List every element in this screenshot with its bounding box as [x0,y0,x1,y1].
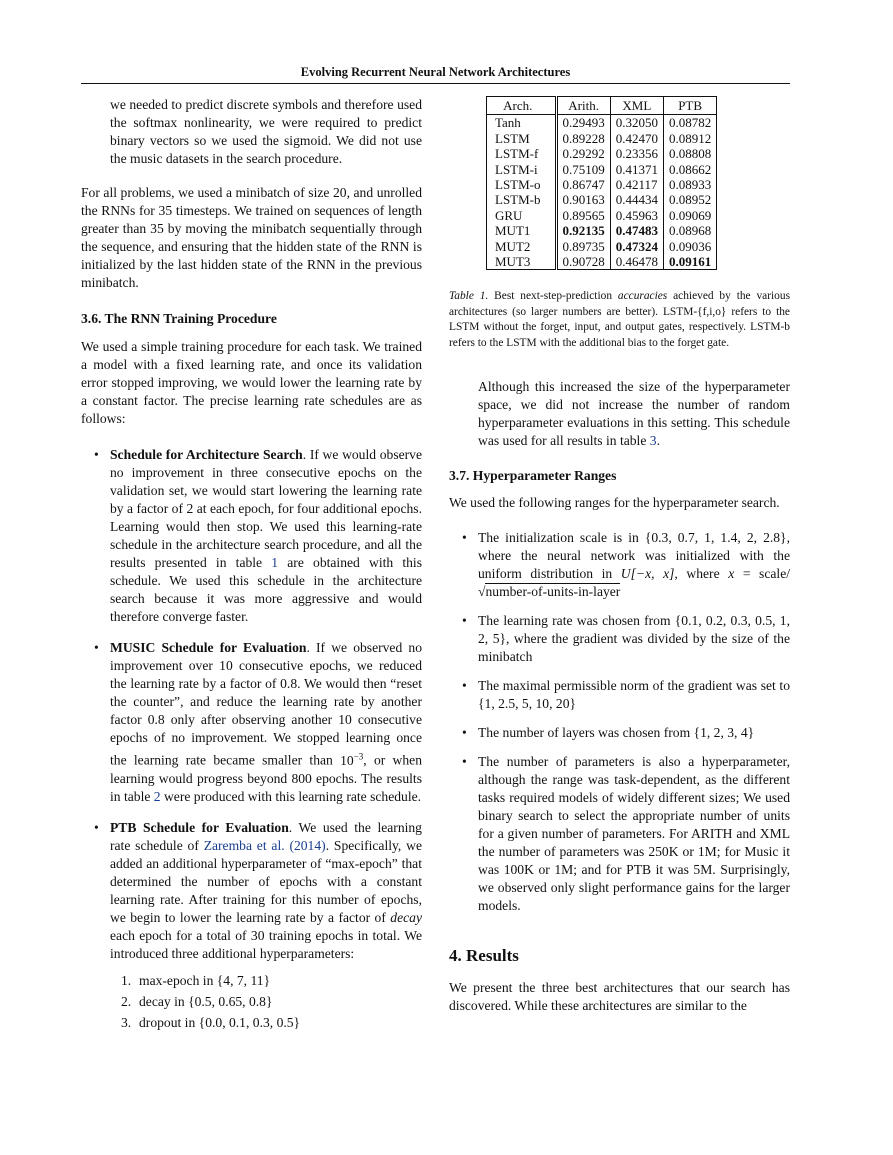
table-cell: 0.47324 [610,239,663,254]
table-cell: 0.08952 [664,192,717,207]
arch-name-cell: MUT1 [487,223,557,238]
list-item: • PTB Schedule for Evaluation. We used the learning rate schedule of Zaremba et al. (2014). Specifically, we added an additional hyperparameter of “max-epoch” that determined the number of epochs with a constant learning rate. After training for this number of epochs, we begin to lower the learning rate by a factor of decay each epoch for a total of 30 training epochs in total. We introduced three additional hyperparameters: [94,819,422,961]
left-column [81,96,422,1032]
table-row [487,131,717,146]
section-heading-3-6: 3.6. The RNN Training Procedure [81,311,277,326]
arch-name-cell: LSTM-b [487,192,557,207]
table-row [487,177,717,192]
math: U[−x, x] [620,566,675,582]
list-item: • MUSIC Schedule for Evaluation. If we observed no improvement over 10 consecutive epochs, we reduced the learning rate by a factor of 0.8. We would then “reset the counter”, and reduce the learning rate by another factor 0.8 only after observing another 10 consecutive epochs of no improvement. We stopped learning once the learning rate became smaller than $10^{-3}$, or when learning would progress beyond 800 epochs. The results in table 2 were produced with this learning rate schedule. [94,640,423,804]
list-item: • The maximal permissible norm of the gradient was set to {1, 2.5, 5, 10, 20} [462,678,790,712]
table-cell: 0.29292 [556,146,610,161]
arch-name-cell: Tanh [487,115,557,131]
table-ref-link[interactable]: 1 [271,555,279,570]
table-cell: 0.41371 [610,162,663,177]
table-cell: 0.08933 [664,177,717,192]
schedule-list [81,446,422,963]
table-header-cell: Arch. [487,97,557,115]
list-item: 2. decay in {0.5, 0.65, 0.8} [121,993,273,1009]
bullet-icon: • [462,530,467,546]
list-item: • Schedule for Architecture Search. If we would observe no improvement in three consecutive epochs on the validation set, we would start lowering the learning rate by a factor of 2 at each epoch, for four additional epochs. Learning would then stop. We used this learning-rate schedule in the architecture search procedure, and all the results presented in table 1 are obtained with this schedule. We used this schedule in the architecture search because it was more aggressive and would therefore converge faster. [94,447,422,624]
table-row [487,146,717,161]
math: {4, 7, 11} [216,972,271,988]
table-cell: 0.09036 [664,239,717,254]
table-cell: 0.44434 [610,192,663,207]
table-cell: 0.23356 [610,146,663,161]
math: decay [390,909,422,925]
table-cell: 0.09069 [664,208,717,223]
table-cell: 0.86747 [556,177,610,192]
ranges-list [449,529,790,915]
header-rule [81,83,790,84]
running-head: Evolving Recurrent Neural Network Architectures [300,65,571,79]
table-header-cell: XML [610,97,663,115]
arch-name-cell: MUT2 [487,239,557,254]
table-header-row [487,97,717,115]
list-item: 3. dropout in {0.0, 0.1, 0.3, 0.5} [121,1014,301,1030]
table-cell: 0.42470 [610,131,663,146]
arch-name-cell: MUT3 [487,254,557,270]
schedule-title: MUSIC Schedule for Evaluation [110,640,307,655]
table-cell: 0.46478 [610,254,663,270]
table-cell: 0.08912 [664,131,717,146]
table-cell: 0.09161 [664,254,717,270]
bullet-icon: • [462,754,467,770]
math: {0.0, 0.1, 0.3, 0.5} [198,1014,301,1030]
table-cell: 0.42117 [610,177,663,192]
table-cell: 0.90728 [556,254,610,270]
table-header-cell: Arith. [556,97,610,115]
bullet-icon: • [94,640,99,655]
table-cell: 0.08662 [664,162,717,177]
arch-name-cell: LSTM-f [487,146,557,161]
table-cell: 0.45963 [610,208,663,223]
table-cell: 0.32050 [610,115,663,131]
table-cell: 0.75109 [556,162,610,177]
list-item: • The number of layers was chosen from {1, 2, 3, 4} [462,725,755,741]
table-row [487,254,717,270]
table-cell: 0.08968 [664,223,717,238]
bullet-icon: • [462,725,467,741]
table-row [487,162,717,177]
math: {1, 2.5, 5, 10, 20} [478,696,577,712]
list-item: • The learning rate was chosen from {0.1, 0.2, 0.3, 0.5, 1, 2, 5}, where the gradient was divided by the size of the minibatch [462,613,790,665]
schedule-title: PTB Schedule for Evaluation [110,819,289,835]
table-cell: 0.89735 [556,239,610,254]
math: {1, 2, 3, 4} [693,725,755,741]
bullet-continuation: we needed to predict discrete symbols and therefore used the softmax nonlinearity, we were required to predict binary vectors so we used the sigmoid. We did not use the music datasets in the search procedure. [110,97,422,166]
table-cell: 0.89228 [556,131,610,146]
hyperparameter-numbered-list [81,972,422,1032]
bullet-icon: • [94,447,99,462]
arch-name-cell: LSTM [487,131,557,146]
table-cell: 0.47483 [610,223,663,238]
arch-name-cell: LSTM-o [487,177,557,192]
list-item: • The number of parameters is also a hyperparameter, although the range was task-dependent, as the different tasks required models of widely different sizes; We used binary search to select the appropriate number of units for a given number of parameters. For ARITH and XML the number of parameters was 250K or 1M; for Music it was 100K or 1M; and for PTB it was 5M. Surprisingly, we observed only slight performance gains for the larger models. [462,754,790,914]
list-item: 1. max-epoch in {4, 7, 11} [121,972,271,988]
table-row [487,192,717,207]
table-cell: 0.29493 [556,115,610,131]
table-cell: 0.90163 [556,192,610,207]
arch-name-cell: LSTM-i [487,162,557,177]
table-row [487,223,717,238]
schedule-title: Schedule for Architecture Search [110,447,303,462]
training-procedure-paragraph: We used a simple training procedure for each task. We trained a model with a fixed learning rate, and once its validation error stopped improving, we would lower the learning rate by a constant factor. The precise learning rate schedules are as follows: [81,339,422,426]
right-column [449,96,790,1015]
table-ref-link[interactable]: 3 [649,433,657,449]
schedule-continuation: Although this increased the size of the hyperparameter space, we did not increase the number of random hyperparameter evaluations in this setting. This schedule was used for all results in table 3. [478,379,790,449]
table-ref-link[interactable]: 2 [153,788,161,804]
math: {0.5, 0.65, 0.8} [188,993,273,1009]
table-cell: 0.92135 [556,223,610,238]
table-cell: 0.08808 [664,146,717,161]
section-heading-3-7: 3.7. Hyperparameter Ranges [449,468,617,484]
hyperparameter-ranges-paragraph: We used the following ranges for the hyperparameter search. [449,495,780,511]
table-cell: 0.89565 [556,208,610,223]
section-heading-4-results: 4. Results [449,946,519,966]
math: {0.3, 0.7, 1, 1.4, 2, 2.8} [644,530,787,546]
math: {0.1, 0.2, 0.3, 0.5, 1, 2, 5} [478,613,790,647]
table-row [487,208,717,223]
results-table [486,96,717,270]
minibatch-paragraph: For all problems, we used a minibatch of size 20, and unrolled the RNNs for 35 timesteps. We trained on sequences of length greater than 35 by moving the minibatch sequentially through the sequence, and ensuring that the hidden state of the RNN is initialized by the last hidden state of the RNN in the previous minibatch. [81,185,422,290]
table-row [487,239,717,254]
list-item: • The initialization scale is in {0.3, 0.7, 1, 1.4, 2, 2.8}, where the neural network was initialized with the uniform distribution in U[−x, x], where x = scale/√number-of-units-in-layer [462,530,791,600]
math: $10^{-3}$ [340,751,364,768]
bullet-icon: • [462,613,467,629]
table-cell: 0.08782 [664,115,717,131]
bullet-icon: • [462,678,467,694]
table-header-cell: PTB [664,97,717,115]
arch-name-cell: GRU [487,208,557,223]
results-paragraph: We present the three best architectures that our search has discovered. While these architectures are similar to the [449,980,790,1014]
bullet-icon: • [94,819,99,835]
table-caption: Table 1. Best next-step-prediction accuracies achieved by the various architectures (so larger numbers are better). LSTM-{f,i,o} refers to the LSTM without the forget, input, and output gates, respectively. LSTM-b refers to the LSTM with the additional bias to the forget gate. [449,290,790,349]
citation-link[interactable]: Zaremba et al. (2014) [203,837,326,853]
table-row [487,115,717,131]
